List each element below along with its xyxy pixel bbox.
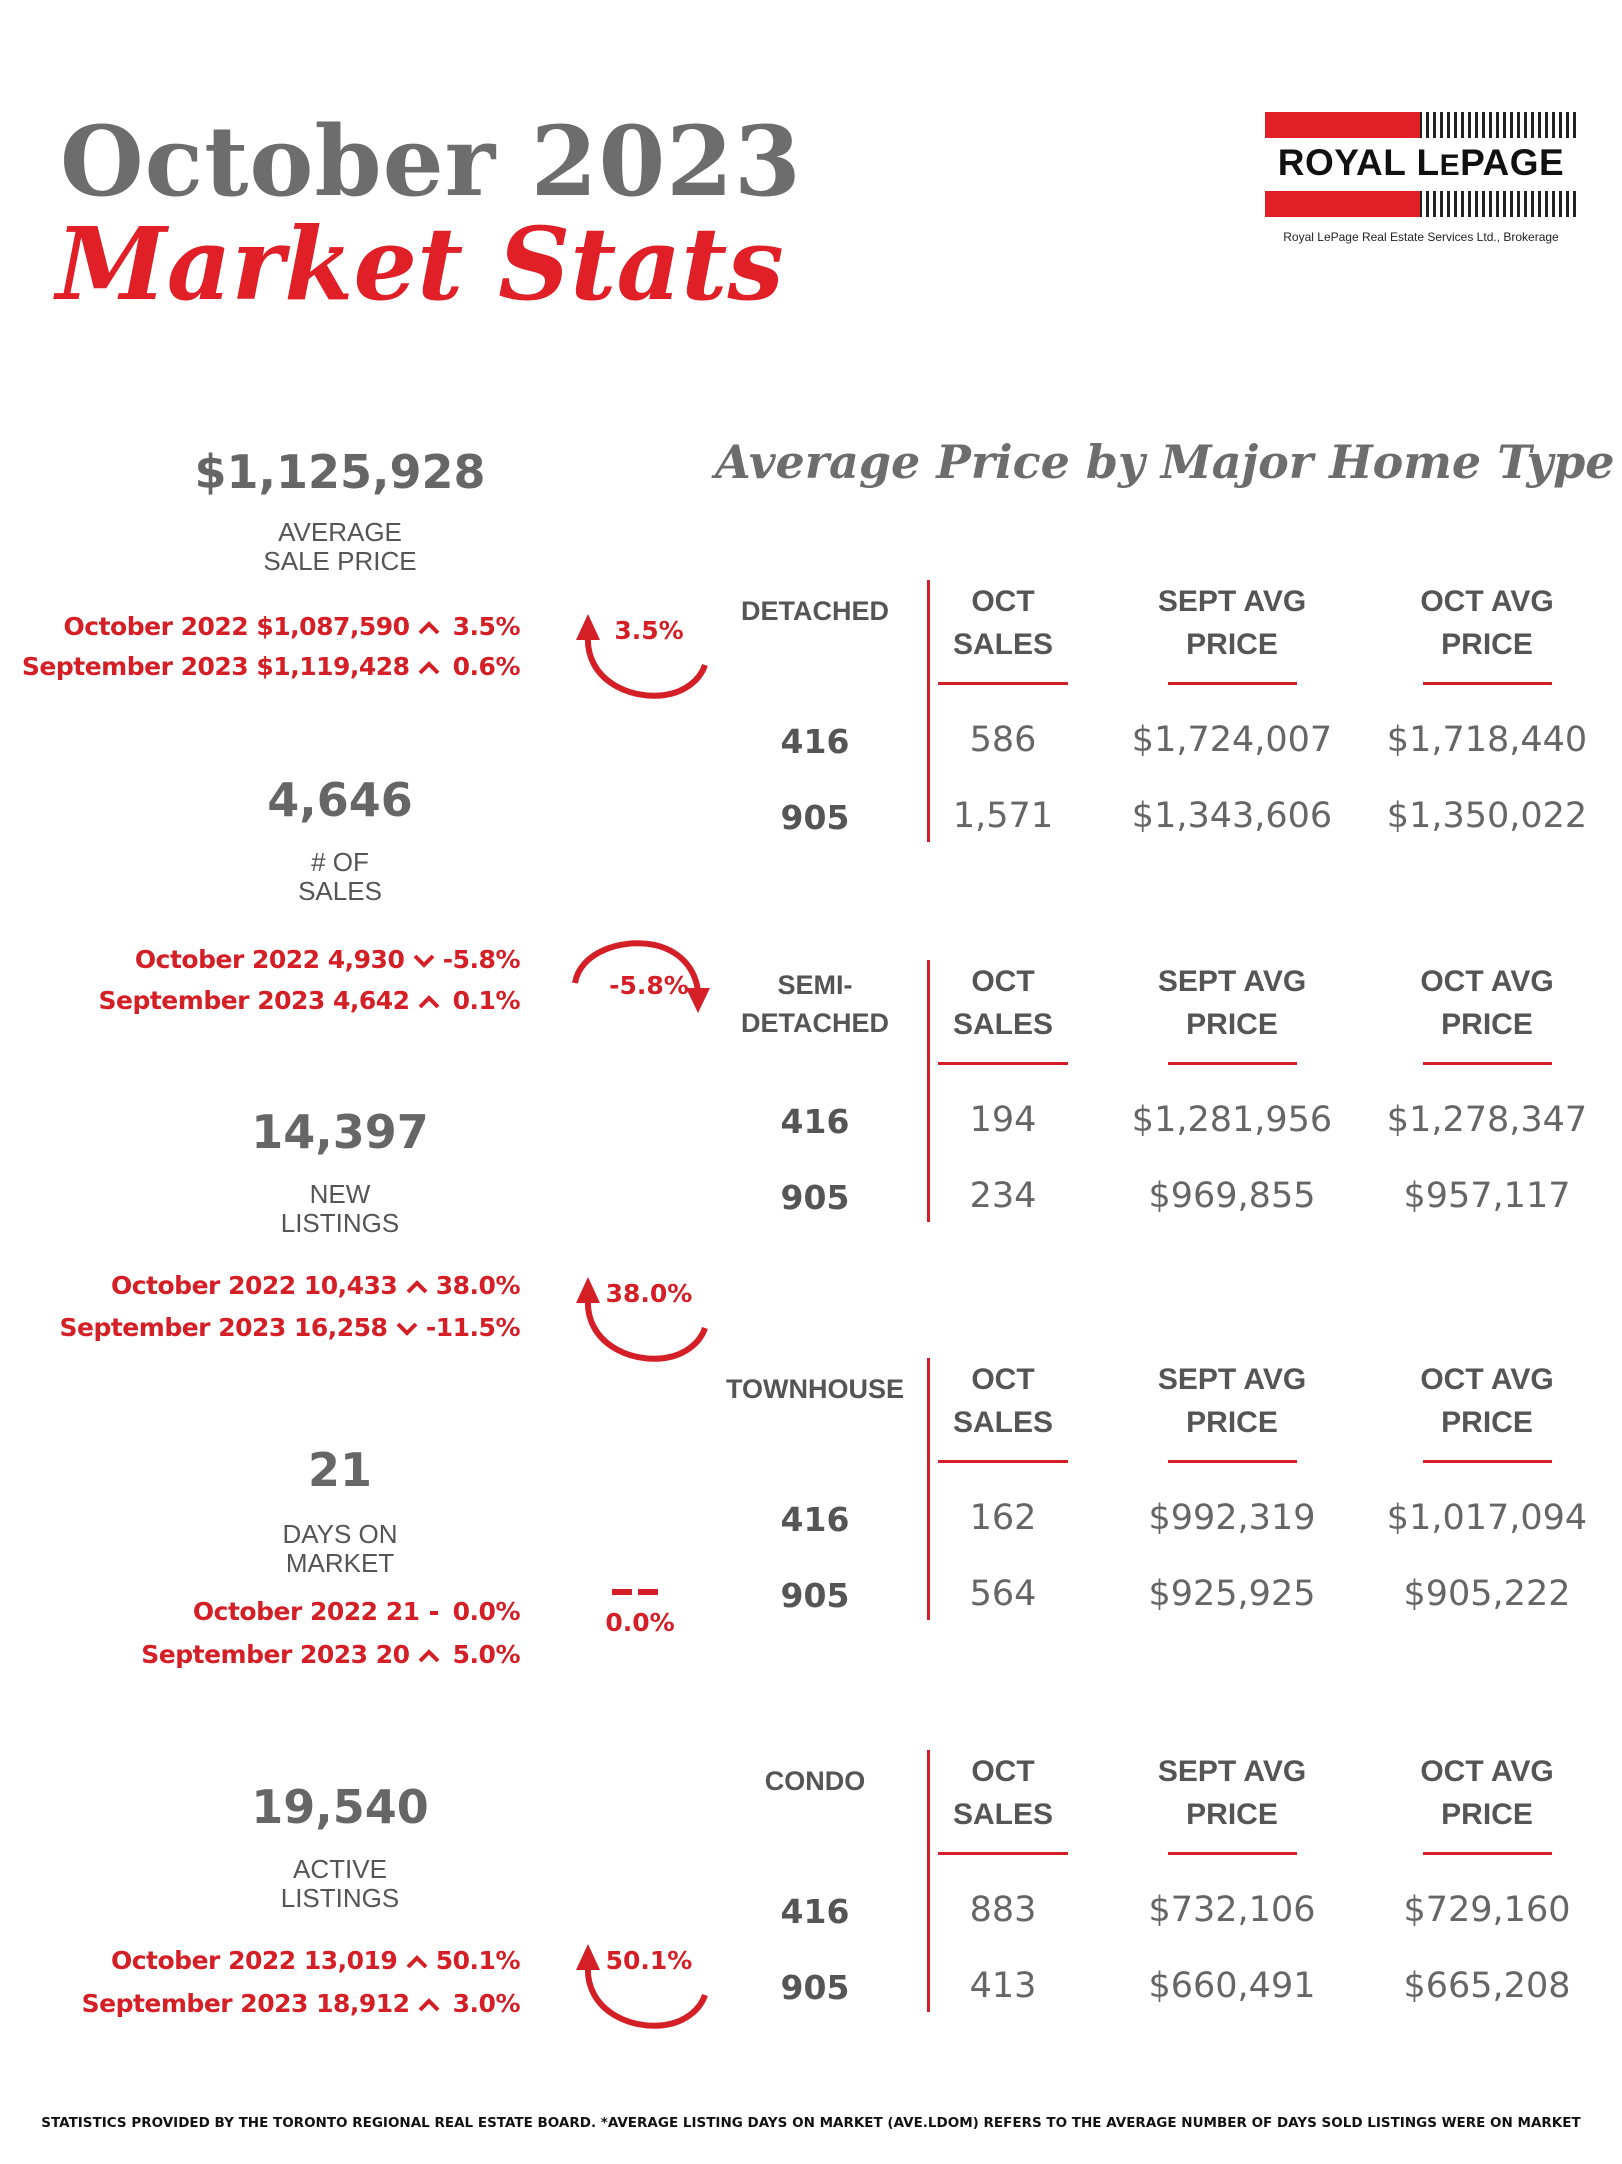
region-label: 905 [780,1178,850,1217]
header-underline [938,682,1068,685]
header-underline [1168,1852,1297,1855]
table-cell: 234 [969,1176,1037,1216]
comparison-row-prev-month: September 2023 16,258 -11.5% [59,1313,520,1342]
change-badge-value: 50.1% [605,1946,693,1975]
table-cell: $992,319 [1148,1498,1316,1538]
logo-top-bars [1265,112,1577,138]
footer-note: STATISTICS PROVIDED BY THE TORONTO REGIONAL REAL ESTATE BOARD. *AVERAGE LISTING DAYS ON MARKET (AVE.LDOM) REFERS TO THE AVERAGE NUMBER OF DAYS SOLD LISTINGS WERE ON MARKET [41,2115,1581,2131]
column-header: OCT SALES [952,585,1054,661]
logo-bottom-bars [1265,191,1577,217]
table-cell: 586 [969,720,1037,760]
table-cell: $665,208 [1403,1966,1571,2006]
comparison-row-prev-year: October 2022 $1,087,590 3.5% [63,612,520,641]
stat-label: # OF SALES [298,847,382,906]
chevron-up-icon [406,1946,428,1975]
region-label: 416 [780,1500,850,1539]
price-section-subtitle: Average Price by Major Home Type [715,435,1615,489]
column-header: SEPT AVG PRICE [1157,965,1307,1041]
chevron-up-icon [418,986,440,1015]
stat-value: 21 [307,1443,372,1497]
header-underline [938,1062,1068,1065]
table-cell: $1,350,022 [1386,796,1588,836]
chevron-down-icon [396,1313,418,1342]
region-label: 905 [780,1968,850,2007]
table-cell: $1,278,347 [1386,1100,1588,1140]
change-badge-value: 38.0% [605,1279,693,1308]
comparison-row-prev-month: September 2023 $1,119,428 0.6% [21,652,520,681]
comparison-row-prev-month: September 2023 20 5.0% [141,1640,520,1669]
region-label: 905 [780,798,850,837]
table-cell: $1,718,440 [1386,720,1588,760]
header-underline [1168,1062,1297,1065]
table-cell: 1,571 [952,796,1054,836]
table-cell: $957,117 [1403,1176,1571,1216]
stat-label: NEW LISTINGS [280,1179,400,1238]
home-type-label: SEMI- DETACHED [741,970,889,1038]
change-badge [570,600,710,710]
header-underline [1168,682,1297,685]
column-header: OCT SALES [952,965,1054,1041]
header-underline [1423,682,1552,685]
table-cell: $732,106 [1148,1890,1316,1930]
stat-value: 19,540 [251,1780,429,1834]
column-header: OCT AVG PRICE [1420,585,1554,661]
stat-value: 14,397 [251,1105,429,1159]
stat-value: $1,125,928 [194,445,486,499]
column-header: SEPT AVG PRICE [1157,1755,1307,1831]
table-cell: $1,343,606 [1131,796,1333,836]
table-cell: $905,222 [1403,1574,1571,1614]
chevron-up-icon [418,1640,440,1669]
logo-brand-text: ROYAL LEPAGE [1277,142,1565,183]
chevron-down-icon [413,945,435,974]
table-cell: $1,281,956 [1131,1100,1333,1140]
comparison-row-prev-month: September 2023 18,912 3.0% [81,1989,520,2018]
header-underline [1423,1852,1552,1855]
change-badge [570,1930,710,2040]
table-cell: 413 [969,1966,1037,2006]
chevron-up-icon [418,652,440,681]
table-cell: $1,017,094 [1386,1498,1588,1538]
change-badge [570,1580,710,1690]
table-cell: $729,160 [1403,1890,1571,1930]
table-cell: 194 [969,1100,1037,1140]
chevron-up-icon [418,1989,440,2018]
column-header: OCT AVG PRICE [1420,1755,1554,1831]
comparison-row-prev-year: October 2022 4,930 -5.8% [134,945,520,974]
stat-label: DAYS ON MARKET [282,1519,398,1578]
region-label: 416 [780,1102,850,1141]
stat-label: AVERAGE SALE PRICE [263,517,417,576]
header-underline [938,1852,1068,1855]
table-cell: $660,491 [1148,1966,1316,2006]
column-header: OCT SALES [952,1363,1054,1439]
chevron-up-icon [406,1271,428,1300]
column-header: OCT AVG PRICE [1420,1363,1554,1439]
stat-value: 4,646 [267,773,413,827]
chevron-up-icon [418,612,440,641]
title-line-2: Market Stats [56,205,784,323]
column-header: OCT AVG PRICE [1420,965,1554,1041]
comparison-row-prev-year: October 2022 13,019 50.1% [110,1946,520,1975]
comparison-row-prev-year: October 2022 10,433 38.0% [110,1271,520,1300]
column-header: SEPT AVG PRICE [1157,585,1307,661]
change-badge [570,933,710,1043]
region-label: 416 [780,722,850,761]
change-badge-value: 0.0% [605,1608,675,1637]
dash-icon [428,1597,440,1626]
table-cell: 564 [969,1574,1037,1614]
table-cell: $969,855 [1148,1176,1316,1216]
table-cell: $925,925 [1148,1574,1316,1614]
home-type-label: DETACHED [741,596,889,626]
logo-subtitle: Royal LePage Real Estate Services Ltd., Brokerage [1283,230,1559,244]
table-cell: $1,724,007 [1131,720,1333,760]
header-underline [1423,1062,1552,1065]
header-underline [938,1460,1068,1463]
table-cell: 883 [969,1890,1037,1930]
column-header: OCT SALES [952,1755,1054,1831]
home-type-label: CONDO [764,1766,866,1796]
home-type-label: TOWNHOUSE [725,1374,904,1404]
title-line-1: October 2023 [60,105,802,218]
header-underline [1423,1460,1552,1463]
change-badge [570,1263,710,1373]
region-label: 416 [780,1892,850,1931]
column-header: SEPT AVG PRICE [1157,1363,1307,1439]
change-badge-value: 3.5% [614,616,684,645]
comparison-row-prev-year: October 2022 21 0.0% [192,1597,520,1626]
stat-label: ACTIVE LISTINGS [280,1854,400,1913]
royal-lepage-logo [1265,112,1577,217]
header-underline [1168,1460,1297,1463]
comparison-row-prev-month: September 2023 4,642 0.1% [98,986,520,1015]
table-cell: 162 [969,1498,1037,1538]
region-label: 905 [780,1576,850,1615]
change-badge-value: -5.8% [609,971,689,1000]
